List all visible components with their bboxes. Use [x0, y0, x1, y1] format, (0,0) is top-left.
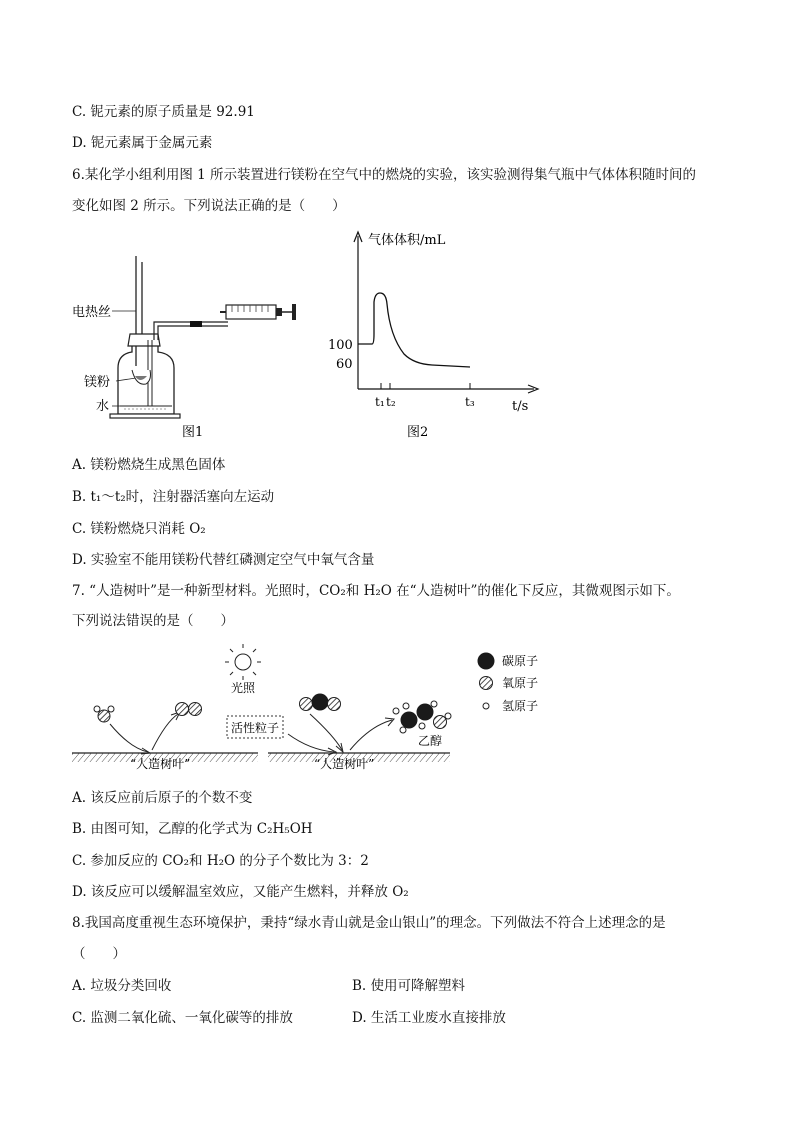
label-magnesium-powder: 镁粉 — [84, 375, 111, 390]
q8-stem-line1: 8.我国高度重视生态环境保护，秉持“绿水青山就是金山银山”的理念。下列做法不符合上述理念的是 — [72, 915, 666, 931]
q8-option-d: D. 生活工业废水直接排放 — [352, 1010, 506, 1026]
legend-hydrogen: 氢原子 — [502, 699, 539, 713]
ytick-100: 100 — [328, 338, 353, 353]
carbon-dioxide-molecule — [300, 694, 341, 711]
q8-option-c: C. 监测二氧化硫、一氧化碳等的排放 — [72, 1010, 293, 1026]
ytick-60: 60 — [336, 357, 353, 372]
q5-option-d: D. 铌元素属于金属元素 — [72, 135, 213, 151]
oxygen-molecule — [176, 703, 202, 716]
sun-icon — [225, 644, 261, 680]
legend-oxygen: 氧原子 — [502, 676, 539, 690]
label-light: 光照 — [231, 681, 256, 695]
q7-option-a: A. 该反应前后原子的个数不变 — [72, 790, 253, 806]
water-molecule — [94, 706, 114, 722]
volume-curve — [358, 293, 470, 367]
q6-option-d: D. 实验室不能用镁粉代替红磷测定空气中氧气含量 — [72, 552, 375, 568]
xtick-t1: t₁ — [375, 395, 385, 409]
figure1-caption: 图1 — [182, 425, 204, 440]
legend — [478, 653, 539, 714]
q6-figure2-graph — [322, 226, 552, 442]
legend-carbon: 碳原子 — [502, 654, 539, 668]
xtick-t3: t₃ — [465, 395, 475, 409]
ethanol-molecule — [393, 701, 451, 733]
q6-stem-line1: 6.某化学小组利用图 1 所示装置进行镁粉在空气中的燃烧的实验，该实验测得集气瓶中气体体积随时间的 — [72, 167, 697, 183]
q6-figure1-apparatus — [68, 228, 308, 446]
q6-stem-line2: 变化如图 2 所示。下列说法正确的是（ ） — [72, 198, 346, 214]
figure2-caption: 图2 — [407, 425, 429, 440]
q7-reaction-diagram — [66, 640, 566, 776]
q6-option-a: A. 镁粉燃烧生成黑色固体 — [72, 457, 226, 473]
q6-option-c: C. 镁粉燃烧只消耗 O₂ — [72, 521, 206, 537]
xtick-t2: t₂ — [386, 395, 396, 409]
q5-option-c: C. 铌元素的原子质量是 92.91 — [72, 104, 255, 120]
graph-ylabel: 气体体积/mL — [368, 233, 446, 248]
q7-option-d: D. 该反应可以缓解温室效应，又能产生燃料，并释放 O₂ — [72, 884, 409, 900]
label-ethanol: 乙醇 — [418, 734, 443, 748]
label-heating-wire: 电热丝 — [72, 305, 112, 320]
label-leaf-1: “人造树叶” — [130, 757, 191, 771]
label-water: 水 — [96, 399, 110, 414]
q8-option-a: A. 垃圾分类回收 — [72, 978, 172, 994]
q8-option-b: B. 使用可降解塑料 — [352, 978, 466, 994]
graph-xlabel: t/s — [512, 399, 529, 414]
q7-option-c: C. 参加反应的 CO₂和 H₂O 的分子个数比为 3：2 — [72, 853, 369, 869]
q6-option-b: B. t₁～t₂时，注射器活塞向左运动 — [72, 489, 275, 505]
q7-stem-line2: 下列说法错误的是（ ） — [72, 613, 234, 629]
q7-option-b: B. 由图可知，乙醇的化学式为 C₂H₅OH — [72, 821, 313, 837]
label-leaf-2: “人造树叶” — [314, 757, 375, 771]
q7-stem-line1: 7. “人造树叶”是一种新型材料。光照时，CO₂和 H₂O 在“人造树叶”的催化下反应，其微观图示如下。 — [72, 583, 680, 599]
label-active-particle: 活性粒子 — [231, 721, 280, 735]
q8-stem-line2: （ ） — [72, 946, 126, 962]
